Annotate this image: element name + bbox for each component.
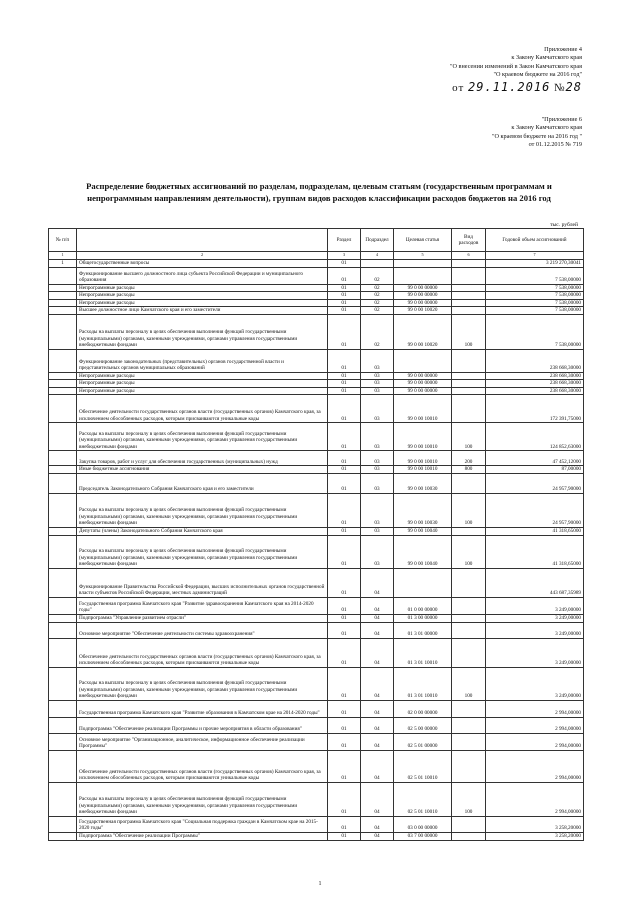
appendix-4-line1: Приложение 4 xyxy=(544,46,582,53)
row-razdel: 01 xyxy=(328,284,361,292)
row-target: 99 0 00 10020 xyxy=(394,314,452,349)
row-target xyxy=(394,267,452,284)
row-name: Расходы на выплаты персоналу в целях обеспечения выполнения функций государственными (муниципальными) органами, казенными учреждениями, органами управления государственными внебюджетными фондами xyxy=(77,314,328,349)
row-target: 99 0 00 00000 xyxy=(394,372,452,380)
row-vid xyxy=(452,292,486,300)
row-target: 03 7 00 00000 xyxy=(394,832,452,840)
row-razdel: 01 xyxy=(328,527,361,535)
row-number xyxy=(49,267,77,284)
row-number xyxy=(49,622,77,638)
row-vid xyxy=(452,259,486,267)
row-amount: 238 668,30000 xyxy=(486,372,584,380)
table-row xyxy=(49,832,584,840)
table-row xyxy=(49,284,584,292)
row-number xyxy=(49,372,77,380)
table-row xyxy=(49,380,584,388)
row-number xyxy=(49,423,77,451)
row-name: Непрограммные расходы xyxy=(77,372,328,380)
row-podrazdel: 03 xyxy=(361,395,394,423)
row-podrazdel xyxy=(361,259,394,267)
table-row xyxy=(49,700,584,717)
row-podrazdel: 04 xyxy=(361,614,394,622)
row-name: Обеспечение деятельности государственных органов власти (государственных органов) Камчатского края, за исключением обособленных расходов, которым присваиваются уникальные коды xyxy=(77,638,328,667)
table-row xyxy=(49,638,584,667)
row-number xyxy=(49,832,77,840)
row-target: 99 0 00 10020 xyxy=(394,307,452,315)
row-vid xyxy=(452,349,486,372)
row-razdel: 01 xyxy=(328,782,361,816)
row-razdel: 01 xyxy=(328,667,361,700)
header-num: № п/п xyxy=(49,229,77,252)
row-podrazdel: 03 xyxy=(361,527,394,535)
table-row xyxy=(49,782,584,816)
row-name: Расходы на выплаты персоналу в целях обеспечения выполнения функций государственными (муниципальными) органами, казенными учреждениями, органами управления государственными внебюджетными фондами xyxy=(77,493,328,527)
row-target: 99 0 00 10010 xyxy=(394,395,452,423)
table-row xyxy=(49,349,584,372)
table-row xyxy=(49,466,584,474)
row-podrazdel: 04 xyxy=(361,638,394,667)
row-razdel: 01 xyxy=(328,466,361,474)
row-number xyxy=(49,816,77,832)
table-row xyxy=(49,614,584,622)
row-name: Функционирование законодательных (представительных) органов государственной власти и представительных органов муниципальных образований xyxy=(77,349,328,372)
row-vid xyxy=(452,717,486,733)
row-vid xyxy=(452,638,486,667)
row-vid xyxy=(452,733,486,750)
table-row xyxy=(49,733,584,750)
row-name: Непрограммные расходы xyxy=(77,284,328,292)
handwritten-number: 28 xyxy=(565,79,582,94)
row-razdel: 01 xyxy=(328,568,361,597)
row-name: Иные бюджетные ассигнования xyxy=(77,466,328,474)
row-razdel: 01 xyxy=(328,372,361,380)
column-index: 2 xyxy=(77,252,328,260)
row-podrazdel: 04 xyxy=(361,667,394,700)
row-number xyxy=(49,387,77,395)
row-target: 99 0 00 10040 xyxy=(394,527,452,535)
row-number xyxy=(49,299,77,307)
row-vid: 100 xyxy=(452,535,486,568)
table-header-row xyxy=(49,229,584,252)
row-name: Председатель Законодательного Собрания Камчатского края и его заместители xyxy=(77,473,328,493)
row-amount: 443 687,35989 xyxy=(486,568,584,597)
row-vid xyxy=(452,597,486,614)
row-target: 99 0 00 10010 xyxy=(394,466,452,474)
appendix-4-line2: к Закону Камчатского края xyxy=(511,54,582,62)
row-number xyxy=(49,700,77,717)
table-row xyxy=(49,292,584,300)
row-razdel: 01 xyxy=(328,622,361,638)
appendix-6-line4: от 01.12.2015 № 719 xyxy=(528,141,582,149)
row-number xyxy=(49,473,77,493)
row-vid: 100 xyxy=(452,782,486,816)
header-target: Целевая статья xyxy=(394,229,452,252)
row-razdel: 01 xyxy=(328,614,361,622)
row-number xyxy=(49,451,77,466)
row-number xyxy=(49,284,77,292)
table-row xyxy=(49,750,584,782)
row-razdel: 01 xyxy=(328,314,361,349)
row-amount: 3 249,00000 xyxy=(486,622,584,638)
row-name: Непрограммные расходы xyxy=(77,387,328,395)
column-index: 6 xyxy=(452,252,486,260)
row-podrazdel: 04 xyxy=(361,733,394,750)
header-vid: Вид расходов xyxy=(452,229,486,252)
row-name: Депутаты (члены) Законодательного Собрания Камчатского края xyxy=(77,527,328,535)
appendix-6-line1: "Приложение 6 xyxy=(541,116,582,123)
row-razdel: 01 xyxy=(328,349,361,372)
row-podrazdel: 04 xyxy=(361,622,394,638)
row-vid xyxy=(452,614,486,622)
row-number xyxy=(49,568,77,597)
appendix-6-line2: к Закону Камчатского края xyxy=(511,124,582,132)
row-podrazdel: 04 xyxy=(361,700,394,717)
table-row xyxy=(49,717,584,733)
table-row xyxy=(49,473,584,493)
row-number xyxy=(49,314,77,349)
row-razdel: 01 xyxy=(328,535,361,568)
row-vid: 100 xyxy=(452,423,486,451)
table-row xyxy=(49,597,584,614)
row-podrazdel: 03 xyxy=(361,372,394,380)
row-target: 99 0 00 10010 xyxy=(394,423,452,451)
row-razdel: 01 xyxy=(328,816,361,832)
row-razdel: 01 xyxy=(328,380,361,388)
table-row xyxy=(49,568,584,597)
appendix-6-line3: "О краевом бюджете на 2016 год " xyxy=(491,132,582,140)
row-name: Подпрограмма "Управление развитием отрасли" xyxy=(77,614,328,622)
row-amount: 3 249,00000 xyxy=(486,597,584,614)
header-amount: Годовой объем ассигнований xyxy=(486,229,584,252)
row-target: 01 3 01 10010 xyxy=(394,667,452,700)
row-vid xyxy=(452,816,486,832)
date-prefix: от xyxy=(452,81,465,94)
row-number xyxy=(49,750,77,782)
row-vid xyxy=(452,568,486,597)
row-podrazdel: 03 xyxy=(361,451,394,466)
row-amount: 172 391,75000 xyxy=(486,395,584,423)
row-amount: 24 957,90000 xyxy=(486,493,584,527)
row-podrazdel: 03 xyxy=(361,387,394,395)
row-name: Государственная программа Камчатского края "Социальная поддержка граждан в Камчатском крае на 2015-2020 годы" xyxy=(77,816,328,832)
row-razdel: 01 xyxy=(328,750,361,782)
row-podrazdel: 02 xyxy=(361,299,394,307)
appendix-4-line4: "О краевом бюджете на 2016 год" xyxy=(493,71,582,79)
row-number xyxy=(49,638,77,667)
row-razdel: 01 xyxy=(328,832,361,840)
appendix-4-date-line xyxy=(450,81,582,94)
row-name: Основное мероприятие "Обеспечение деятельности системы здравоохранения" xyxy=(77,622,328,638)
row-target: 99 0 00 00000 xyxy=(394,380,452,388)
row-vid xyxy=(452,700,486,717)
row-vid: 200 xyxy=(452,451,486,466)
number-prefix: № xyxy=(554,81,566,94)
row-podrazdel: 04 xyxy=(361,597,394,614)
row-target: 99 0 00 00000 xyxy=(394,292,452,300)
row-razdel: 01 xyxy=(328,597,361,614)
row-amount: 47 452,12000 xyxy=(486,451,584,466)
row-razdel: 01 xyxy=(328,292,361,300)
units-label: тыс. рублей xyxy=(550,222,578,228)
appendix-4-header xyxy=(450,46,582,94)
table-row xyxy=(49,423,584,451)
table-row xyxy=(49,816,584,832)
row-vid xyxy=(452,387,486,395)
row-name: Расходы на выплаты персоналу в целях обеспечения выполнения функций государственными (муниципальными) органами, казенными учреждениями, органами управления государственными внебюджетными фондами xyxy=(77,535,328,568)
row-name: Государственная программа Камчатского края "Развитие образования в Камчатском крае на 2014-2020 годы" xyxy=(77,700,328,717)
row-vid: 100 xyxy=(452,493,486,527)
row-amount: 41 318,65000 xyxy=(486,527,584,535)
header-razdel: Раздел xyxy=(328,229,361,252)
row-vid xyxy=(452,527,486,535)
table-row xyxy=(49,667,584,700)
row-vid: 100 xyxy=(452,667,486,700)
table-row xyxy=(49,372,584,380)
handwritten-date: 29.11.2016 xyxy=(468,79,551,94)
row-name: Обеспечение деятельности государственных органов власти (государственных органов) Камчатского края, за исключением обособленных расходов, которым присваиваются уникальные коды xyxy=(77,395,328,423)
row-amount: 238 668,30000 xyxy=(486,380,584,388)
row-name: Подпрограмма "Обеспечение реализации Программы" xyxy=(77,832,328,840)
row-name: Высшее должностное лицо Камчатского края и его заместители xyxy=(77,307,328,315)
table-row xyxy=(49,395,584,423)
row-name: Расходы на выплаты персоналу в целях обеспечения выполнения функций государственными (муниципальными) органами, казенными учреждениями, органами управления государственными внебюджетными фондами xyxy=(77,667,328,700)
row-razdel: 01 xyxy=(328,493,361,527)
table-row xyxy=(49,387,584,395)
row-amount: 3 219 270,30041 xyxy=(486,259,584,267)
row-number xyxy=(49,349,77,372)
row-target: 03 0 00 00000 xyxy=(394,816,452,832)
row-target: 99 0 00 10030 xyxy=(394,473,452,493)
row-number xyxy=(49,782,77,816)
row-name: Функционирование Правительства Российской Федерации, высших исполнительных органов государственной власти субъектов Российской Федерации, местных администраций xyxy=(77,568,328,597)
row-podrazdel: 02 xyxy=(361,307,394,315)
row-vid: 100 xyxy=(452,314,486,349)
row-podrazdel: 04 xyxy=(361,782,394,816)
row-target: 02 5 01 10010 xyxy=(394,782,452,816)
row-target: 99 0 00 00000 xyxy=(394,387,452,395)
row-vid xyxy=(452,622,486,638)
row-name: Закупка товаров, работ и услуг для обеспечения государственных (муниципальных) нужд xyxy=(77,451,328,466)
row-number xyxy=(49,307,77,315)
table-row xyxy=(49,622,584,638)
row-name: Обеспечение деятельности государственных органов власти (государственных органов) Камчатского края, за исключением обособленных расходов, которым присваиваются уникальные коды xyxy=(77,750,328,782)
appendix-4-line3: "О внесении изменений в Закон Камчатского края xyxy=(450,62,582,70)
row-target xyxy=(394,259,452,267)
row-vid xyxy=(452,267,486,284)
row-podrazdel: 03 xyxy=(361,466,394,474)
row-target: 99 0 00 00000 xyxy=(394,299,452,307)
row-amount: 238 668,30000 xyxy=(486,349,584,372)
header-podrazdel: Подраздел xyxy=(361,229,394,252)
row-podrazdel: 02 xyxy=(361,314,394,349)
row-number xyxy=(49,292,77,300)
row-name: Основное мероприятие "Организационное, аналитическое, информационное обеспечение реализации Программы" xyxy=(77,733,328,750)
table-row xyxy=(49,267,584,284)
row-podrazdel: 03 xyxy=(361,349,394,372)
document-title: Распределение бюджетных ассигнований по разделам, подразделам, целевым статьям (государственным программам и непрограммным направлениям деятельности), группам видов расходов классификации расходов бюджетов на 2016 год xyxy=(86,181,552,203)
row-podrazdel: 04 xyxy=(361,568,394,597)
row-vid xyxy=(452,832,486,840)
row-target: 02 5 00 00000 xyxy=(394,717,452,733)
row-razdel: 01 xyxy=(328,259,361,267)
row-number xyxy=(49,614,77,622)
row-number xyxy=(49,733,77,750)
row-number xyxy=(49,667,77,700)
row-razdel: 01 xyxy=(328,395,361,423)
row-name: Расходы на выплаты персоналу в целях обеспечения выполнения функций государственными (муниципальными) органами, казенными учреждениями, органами управления государственными внебюджетными фондами xyxy=(77,782,328,816)
row-target: 02 0 00 00000 xyxy=(394,700,452,717)
row-razdel: 01 xyxy=(328,638,361,667)
row-podrazdel: 04 xyxy=(361,750,394,782)
row-amount: 124 852,63000 xyxy=(486,423,584,451)
row-name: Функционирование высшего должностного лица субъекта Российской Федерации и муниципального образования xyxy=(77,267,328,284)
row-podrazdel: 02 xyxy=(361,284,394,292)
row-razdel: 01 xyxy=(328,267,361,284)
row-vid xyxy=(452,473,486,493)
table-row xyxy=(49,527,584,535)
row-podrazdel: 02 xyxy=(361,292,394,300)
row-podrazdel: 03 xyxy=(361,423,394,451)
row-amount: 3 258,20000 xyxy=(486,816,584,832)
row-target: 99 0 00 10010 xyxy=(394,451,452,466)
row-vid xyxy=(452,372,486,380)
row-target: 01 3 01 10010 xyxy=(394,638,452,667)
table-row xyxy=(49,535,584,568)
table-row xyxy=(49,314,584,349)
row-amount: 3 249,00000 xyxy=(486,667,584,700)
row-podrazdel: 03 xyxy=(361,473,394,493)
row-number xyxy=(49,527,77,535)
row-number xyxy=(49,395,77,423)
row-target: 99 0 00 10040 xyxy=(394,535,452,568)
table-row xyxy=(49,493,584,527)
row-vid xyxy=(452,284,486,292)
row-number xyxy=(49,493,77,527)
row-number xyxy=(49,597,77,614)
row-name: Непрограммные расходы xyxy=(77,380,328,388)
row-amount: 7 538,00000 xyxy=(486,284,584,292)
row-target: 02 5 01 10010 xyxy=(394,750,452,782)
row-amount: 3 249,00000 xyxy=(486,614,584,622)
row-razdel: 01 xyxy=(328,299,361,307)
row-amount: 2 994,00000 xyxy=(486,717,584,733)
row-number xyxy=(49,535,77,568)
row-amount: 2 994,00000 xyxy=(486,750,584,782)
table-row xyxy=(49,451,584,466)
budget-table-body xyxy=(49,259,584,840)
row-amount: 3 258,20000 xyxy=(486,832,584,840)
budget-table xyxy=(48,228,584,841)
row-vid xyxy=(452,380,486,388)
row-vid xyxy=(452,750,486,782)
column-index: 4 xyxy=(361,252,394,260)
row-target: 99 0 00 10030 xyxy=(394,493,452,527)
table-row xyxy=(49,299,584,307)
row-target xyxy=(394,568,452,597)
row-amount: 7 538,00000 xyxy=(486,307,584,315)
row-amount: 7 538,00000 xyxy=(486,299,584,307)
row-target: 02 5 01 00000 xyxy=(394,733,452,750)
row-vid xyxy=(452,299,486,307)
row-podrazdel: 03 xyxy=(361,493,394,527)
row-amount: 2 994,00000 xyxy=(486,733,584,750)
row-razdel: 01 xyxy=(328,387,361,395)
row-amount: 7 538,00000 xyxy=(486,267,584,284)
row-name: Государственная программа Камчатского края "Развитие здравоохранения Камчатского края на 2014-2020 годы" xyxy=(77,597,328,614)
column-index: 3 xyxy=(328,252,361,260)
row-vid: 800 xyxy=(452,466,486,474)
column-index: 1 xyxy=(49,252,77,260)
row-target: 01 0 00 00000 xyxy=(394,597,452,614)
row-amount: 7 538,00000 xyxy=(486,292,584,300)
row-podrazdel: 04 xyxy=(361,832,394,840)
row-amount: 87,00000 xyxy=(486,466,584,474)
row-podrazdel: 03 xyxy=(361,535,394,568)
column-index-row xyxy=(49,252,584,260)
row-name: Общегосударственные вопросы xyxy=(77,259,328,267)
table-row xyxy=(49,307,584,315)
row-target xyxy=(394,349,452,372)
row-podrazdel: 02 xyxy=(361,267,394,284)
row-vid xyxy=(452,307,486,315)
row-razdel: 01 xyxy=(328,307,361,315)
row-amount: 7 538,00000 xyxy=(486,314,584,349)
row-razdel: 01 xyxy=(328,717,361,733)
row-amount: 24 957,90000 xyxy=(486,473,584,493)
row-amount: 238 668,30000 xyxy=(486,387,584,395)
row-name: Расходы на выплаты персоналу в целях обеспечения выполнения функций государственными (муниципальными) органами, казенными учреждениями, органами управления государственными внебюджетными фондами xyxy=(77,423,328,451)
row-name: Подпрограмма "Обеспечение реализации Программы и прочие мероприятия в области образования" xyxy=(77,717,328,733)
row-podrazdel: 04 xyxy=(361,816,394,832)
row-amount: 3 249,00000 xyxy=(486,638,584,667)
row-razdel: 01 xyxy=(328,451,361,466)
row-amount: 2 994,00000 xyxy=(486,700,584,717)
row-name: Непрограммные расходы xyxy=(77,292,328,300)
row-target: 01 3 01 00000 xyxy=(394,622,452,638)
row-name: Непрограммные расходы xyxy=(77,299,328,307)
page-number: 1 xyxy=(318,881,322,887)
row-amount: 2 994,00000 xyxy=(486,782,584,816)
row-number: 1 xyxy=(49,259,77,267)
header-name xyxy=(77,229,328,252)
row-amount: 41 318,65000 xyxy=(486,535,584,568)
row-number xyxy=(49,717,77,733)
row-number xyxy=(49,466,77,474)
row-podrazdel: 03 xyxy=(361,380,394,388)
row-target: 99 0 00 00000 xyxy=(394,284,452,292)
row-razdel: 01 xyxy=(328,700,361,717)
appendix-6-header xyxy=(492,116,582,150)
column-index: 5 xyxy=(394,252,452,260)
row-razdel: 01 xyxy=(328,473,361,493)
column-index: 7 xyxy=(486,252,584,260)
row-vid xyxy=(452,395,486,423)
row-razdel: 01 xyxy=(328,423,361,451)
row-target: 01 3 00 00000 xyxy=(394,614,452,622)
row-razdel: 01 xyxy=(328,733,361,750)
row-podrazdel: 04 xyxy=(361,717,394,733)
table-row xyxy=(49,259,584,267)
row-number xyxy=(49,380,77,388)
